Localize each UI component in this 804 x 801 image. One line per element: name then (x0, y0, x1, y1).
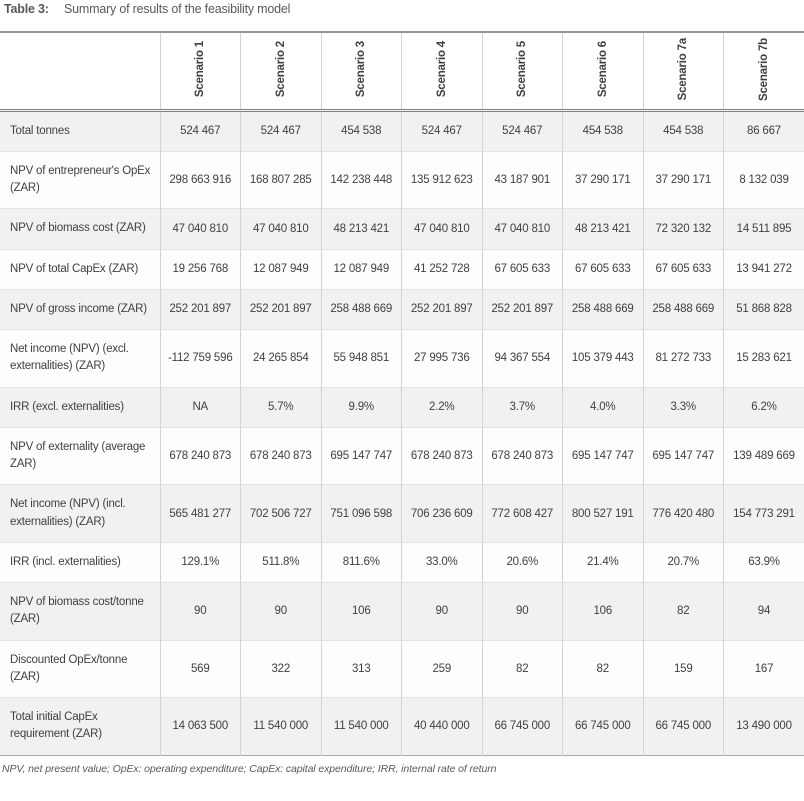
data-cell: 11 540 000 (321, 698, 402, 756)
table-row (0, 583, 804, 641)
table-row (0, 330, 804, 388)
column-header-label: Scenario 4 (435, 41, 448, 98)
data-cell: 511.8% (241, 542, 322, 582)
table-row (0, 110, 804, 151)
column-header (563, 32, 644, 110)
data-cell: 106 (321, 583, 402, 641)
data-cell: 569 (160, 640, 241, 698)
data-cell: 67 605 633 (563, 249, 644, 289)
data-cell: 3.3% (643, 387, 724, 427)
data-cell: 48 213 421 (321, 209, 402, 249)
data-cell: 258 488 669 (563, 289, 644, 329)
data-cell: 678 240 873 (241, 427, 322, 485)
row-label: Net income (NPV) (excl. externalities) (ZAR) (0, 330, 160, 388)
data-cell: 4.0% (563, 387, 644, 427)
table-footnote: NPV, net present value; OpEx: operating expenditure; CapEx: capital expenditure; IRR, internal rate of return (2, 762, 497, 775)
data-cell: 27 995 736 (402, 330, 483, 388)
data-cell: 800 527 191 (563, 485, 644, 543)
data-cell: 48 213 421 (563, 209, 644, 249)
column-header-label: Scenario 7a (677, 38, 690, 101)
data-cell: 252 201 897 (402, 289, 483, 329)
data-cell: 90 (160, 583, 241, 641)
data-cell: 6.2% (724, 387, 804, 427)
data-cell: 678 240 873 (402, 427, 483, 485)
data-cell: 33.0% (402, 542, 483, 582)
data-cell: 524 467 (402, 110, 483, 151)
data-cell: 706 236 609 (402, 485, 483, 543)
data-cell: 135 912 623 (402, 151, 483, 209)
row-label: NPV of biomass cost (ZAR) (0, 209, 160, 249)
data-cell: 167 (724, 640, 804, 698)
data-cell: NA (160, 387, 241, 427)
row-label: Total tonnes (10, 124, 70, 137)
data-cell: 252 201 897 (482, 289, 563, 329)
data-cell: 168 807 285 (241, 151, 322, 209)
row-label: NPV of gross income (ZAR) (0, 289, 160, 329)
data-cell: 47 040 810 (402, 209, 483, 249)
data-cell: 811.6% (321, 542, 402, 582)
column-header-label: Scenario 3 (355, 41, 368, 98)
data-cell: 90 (402, 583, 483, 641)
table-row (0, 542, 804, 582)
table-row (0, 698, 804, 756)
data-cell: 47 040 810 (482, 209, 563, 249)
data-cell: -112 759 596 (160, 330, 241, 388)
row-label: IRR (excl. externalities) (0, 387, 160, 427)
column-header (724, 32, 804, 110)
table-row (0, 640, 804, 698)
data-cell: 37 290 171 (643, 151, 724, 209)
data-cell: 565 481 277 (160, 485, 241, 543)
data-cell: 322 (241, 640, 322, 698)
table-row (0, 151, 804, 209)
data-cell: 159 (643, 640, 724, 698)
data-cell: 772 608 427 (482, 485, 563, 543)
column-header (482, 32, 563, 110)
data-cell: 454 538 (321, 110, 402, 151)
row-label: NPV of biomass cost/tonne (ZAR) (0, 583, 160, 641)
data-cell: 66 745 000 (563, 698, 644, 756)
data-cell: 94 (724, 583, 804, 641)
data-cell: 259 (402, 640, 483, 698)
data-cell: 702 506 727 (241, 485, 322, 543)
row-label: NPV of total CapEx (ZAR) (0, 249, 160, 289)
data-cell: 13 941 272 (724, 249, 804, 289)
table-row (0, 387, 804, 427)
table-row (0, 485, 804, 543)
data-cell: 37 290 171 (563, 151, 644, 209)
data-cell: 67 605 633 (643, 249, 724, 289)
corner-cell (0, 32, 160, 110)
data-cell: 81 272 733 (643, 330, 724, 388)
data-cell: 94 367 554 (482, 330, 563, 388)
data-cell: 252 201 897 (160, 289, 241, 329)
data-cell: 40 440 000 (402, 698, 483, 756)
data-cell: 139 489 669 (724, 427, 804, 485)
data-cell: 154 773 291 (724, 485, 804, 543)
row-label: NPV of entrepreneur's OpEx (ZAR) (0, 151, 160, 209)
table-row (0, 289, 804, 329)
data-cell: 55 948 851 (321, 330, 402, 388)
data-cell: 524 467 (160, 110, 241, 151)
data-cell: 258 488 669 (321, 289, 402, 329)
data-cell: 695 147 747 (563, 427, 644, 485)
data-cell: 695 147 747 (321, 427, 402, 485)
data-cell: 43 187 901 (482, 151, 563, 209)
column-header (321, 32, 402, 110)
data-cell: 3.7% (482, 387, 563, 427)
data-cell: 524 467 (241, 110, 322, 151)
column-header-label: Scenario 1 (194, 41, 207, 98)
data-cell: 454 538 (563, 110, 644, 151)
data-cell: 252 201 897 (241, 289, 322, 329)
data-cell: 66 745 000 (643, 698, 724, 756)
table-row (0, 427, 804, 485)
data-cell: 67 605 633 (482, 249, 563, 289)
column-header (402, 32, 483, 110)
data-cell: 41 252 728 (402, 249, 483, 289)
data-cell: 24 265 854 (241, 330, 322, 388)
column-header (160, 32, 241, 110)
table-caption-text: Summary of results of the feasibility model (64, 2, 291, 16)
data-cell: 142 238 448 (321, 151, 402, 209)
data-cell: 5.7% (241, 387, 322, 427)
data-cell: 524 467 (482, 110, 563, 151)
row-label: Discounted OpEx/tonne (ZAR) (0, 640, 160, 698)
data-cell: 13 490 000 (724, 698, 804, 756)
column-header-label: Scenario 7b (758, 37, 770, 101)
data-cell: 106 (563, 583, 644, 641)
data-cell: 90 (482, 583, 563, 641)
header-row (0, 32, 804, 110)
data-cell: 12 087 949 (241, 249, 322, 289)
column-header (643, 32, 724, 110)
data-cell: 695 147 747 (643, 427, 724, 485)
data-cell: 82 (643, 583, 724, 641)
data-cell: 82 (482, 640, 563, 698)
table-row (0, 249, 804, 289)
data-cell: 19 256 768 (160, 249, 241, 289)
data-cell: 11 540 000 (241, 698, 322, 756)
data-cell: 20.6% (482, 542, 563, 582)
data-cell: 776 420 480 (643, 485, 724, 543)
data-cell: 678 240 873 (160, 427, 241, 485)
data-cell: 51 868 828 (724, 289, 804, 329)
data-cell: 313 (321, 640, 402, 698)
data-cell: 258 488 669 (643, 289, 724, 329)
column-header (241, 32, 322, 110)
column-header-label: Scenario 6 (596, 41, 609, 98)
data-cell: 72 320 132 (643, 209, 724, 249)
data-cell: 21.4% (563, 542, 644, 582)
data-cell: 47 040 810 (160, 209, 241, 249)
row-label: Net income (NPV) (incl. externalities) (ZAR) (0, 485, 160, 543)
data-cell: 678 240 873 (482, 427, 563, 485)
feasibility-results-table (0, 31, 804, 756)
data-cell: 14 511 895 (724, 209, 804, 249)
data-cell: 82 (563, 640, 644, 698)
data-cell: 9.9% (321, 387, 402, 427)
data-cell: 12 087 949 (321, 249, 402, 289)
data-cell: 129.1% (160, 542, 241, 582)
data-cell: 105 379 443 (563, 330, 644, 388)
data-cell: 66 745 000 (482, 698, 563, 756)
table-row (0, 209, 804, 249)
data-cell: 63.9% (724, 542, 804, 582)
column-header-label: Scenario 2 (274, 41, 287, 98)
row-label: NPV of externality (average ZAR) (0, 427, 160, 485)
data-cell: 14 063 500 (160, 698, 241, 756)
data-cell: 86 667 (724, 110, 804, 151)
row-label: Total initial CapEx requirement (ZAR) (0, 698, 160, 756)
column-header-label: Scenario 5 (516, 41, 529, 98)
data-cell: 8 132 039 (724, 151, 804, 209)
table-caption (0, 0, 804, 16)
table-caption-label: Table 3: (4, 2, 49, 16)
data-cell: 298 663 916 (160, 151, 241, 209)
row-label: IRR (incl. externalities) (0, 542, 160, 582)
data-cell: 2.2% (402, 387, 483, 427)
data-cell: 454 538 (643, 110, 724, 151)
data-cell: 15 283 621 (724, 330, 804, 388)
data-cell: 751 096 598 (321, 485, 402, 543)
data-cell: 20.7% (643, 542, 724, 582)
data-cell: 90 (241, 583, 322, 641)
data-cell: 47 040 810 (241, 209, 322, 249)
